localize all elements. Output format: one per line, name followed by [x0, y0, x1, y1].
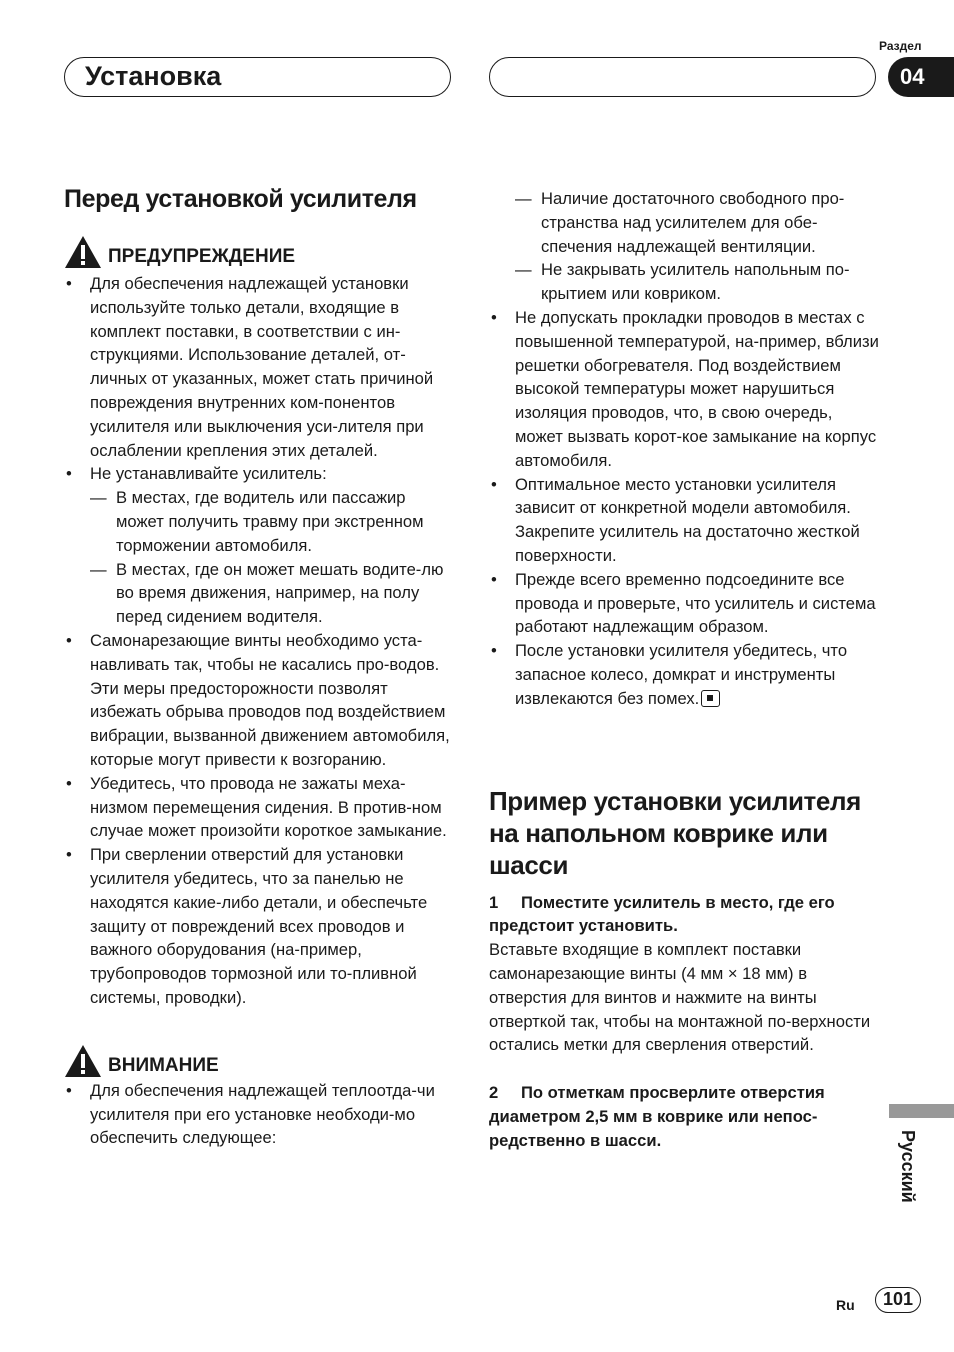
- right-column: [489, 187, 881, 1153]
- sub-list-item: — Не закрывать усилитель напольным по-крытием или ковриком.: [515, 258, 881, 306]
- list-item: [64, 462, 454, 629]
- step-title: По отметкам просверлите отверстия диаметром 2,5 мм в коврике или непос-редственно в шасси.: [489, 1083, 825, 1150]
- list-item: • При сверлении отверстий для установки усилителя убедитесь, что за панелью не находятся какие-либо детали, и обеспечьте защиту от повреждений всех проводов и важного оборудования (на-пример, трубопроводов тормозной или то-пливной системы, проводки).: [64, 843, 454, 1010]
- step-number: 2: [489, 1083, 499, 1103]
- caution-list-continued: [489, 306, 881, 711]
- language-tab: [888, 1130, 928, 1220]
- section-label: Раздел: [879, 39, 922, 53]
- list-item: • Оптимальное место установки усилителя зависит от конкретной модели автомобиля. Закрепите усилитель на достаточно жесткой поверхности.: [489, 473, 881, 568]
- list-item-text: После установки усилителя убедитесь, что запасное колесо, домкрат и инструменты извлекаются без помех.: [515, 641, 848, 708]
- step-heading: [489, 891, 881, 939]
- step-1: [489, 891, 881, 1058]
- step-number: 1: [489, 892, 499, 912]
- warning-title: ПРЕДУПРЕЖДЕНИЕ: [108, 246, 296, 268]
- warning-triangle-icon: [64, 235, 102, 269]
- header-blank-bar: [489, 57, 876, 97]
- sub-list-item: — Наличие достаточного свободного про-странства над усилителем для обе-спечения надлежащей вентиляции.: [515, 187, 881, 258]
- list-item: • Убедитесь, что провода не зажаты меха-низмом перемещения сидения. В против-ном случае может произойти короткое замыкание.: [64, 772, 454, 843]
- caution-heading: [64, 1038, 454, 1078]
- footer-language-code: Ru: [836, 1297, 855, 1313]
- caution-triangle-icon: [64, 1044, 102, 1078]
- caution-list: [64, 1079, 454, 1150]
- step-heading: [489, 1081, 881, 1152]
- section-number-badge: 04: [888, 57, 954, 97]
- caution-sub-list: [489, 187, 881, 306]
- page-title: Установка: [85, 61, 222, 91]
- warning-list: [64, 272, 454, 1010]
- step-body: Вставьте входящие в комплект поставки самонарезающие винты (4 мм × 18 мм) в отверстия для винтов и нажмите на винты отверткой так, чтобы на монтажной по-верхности остались метки для сверления отверстий.: [489, 940, 871, 1055]
- list-item: • Прежде всего временно подсоедините все провода и проверьте, что усилитель и система работают надлежащим образом.: [489, 568, 881, 639]
- step-2: [489, 1081, 881, 1152]
- sub-list-item: — В местах, где водитель или пассажир может получить травму при экстренном торможении автомобиля.: [90, 486, 454, 557]
- list-item-text: Не устанавливайте усилитель:: [90, 464, 327, 484]
- sub-list: [90, 486, 454, 629]
- header-title-bar: [64, 57, 451, 97]
- end-of-section-icon: [701, 690, 720, 707]
- step-title: Поместите усилитель в место, где его предстоит установить.: [489, 892, 835, 936]
- language-label: Русский: [898, 1130, 918, 1203]
- left-column: [64, 183, 454, 1150]
- page-number: 101: [875, 1287, 921, 1313]
- caution-title: ВНИМАНИЕ: [108, 1054, 219, 1076]
- list-item: • Самонарезающие винты необходимо уста-навливать так, чтобы не касались про-водов. Эти меры предосторожности позволят избежать обрыва проводов под воздействием вибрации, вызванной движением автомобиля, которые могут привести к возгоранию.: [64, 629, 454, 772]
- list-item: • Не допускать прокладки проводов в местах с повышенной температурой, на-пример, вблизи решетки обогревателя. Под воздействием высокой температуры может нарушиться изоляция проводов, что, в свою очередь, может вызвать корот-кое замыкание на корпус автомобиля.: [489, 306, 881, 473]
- language-tab-bar: [889, 1104, 954, 1118]
- list-item: [489, 639, 881, 710]
- sub-list-item: — В местах, где он может мешать водите-лю во время движения, например, на полу перед сидением водителя.: [90, 558, 454, 629]
- section-heading: Перед установкой усилителя: [64, 185, 417, 213]
- list-item: • Для обеспечения надлежащей установки используйте только детали, входящие в комплект поставки, в соответствии с ин-струкциями. Использование деталей, от-личных от указанных, может стать причиной повреждения внутренних ком-понентов усилителя или выключения уси-лителя при ослаблении крепления этих деталей.: [64, 272, 454, 462]
- list-item: • Для обеспечения надлежащей теплоотда-чи усилителя при его установке необходи-мо обеспечить следующее:: [64, 1079, 454, 1150]
- section-heading-2: Пример установки усилителя на напольном коврике или шасси: [489, 785, 861, 880]
- warning-heading: [64, 229, 454, 269]
